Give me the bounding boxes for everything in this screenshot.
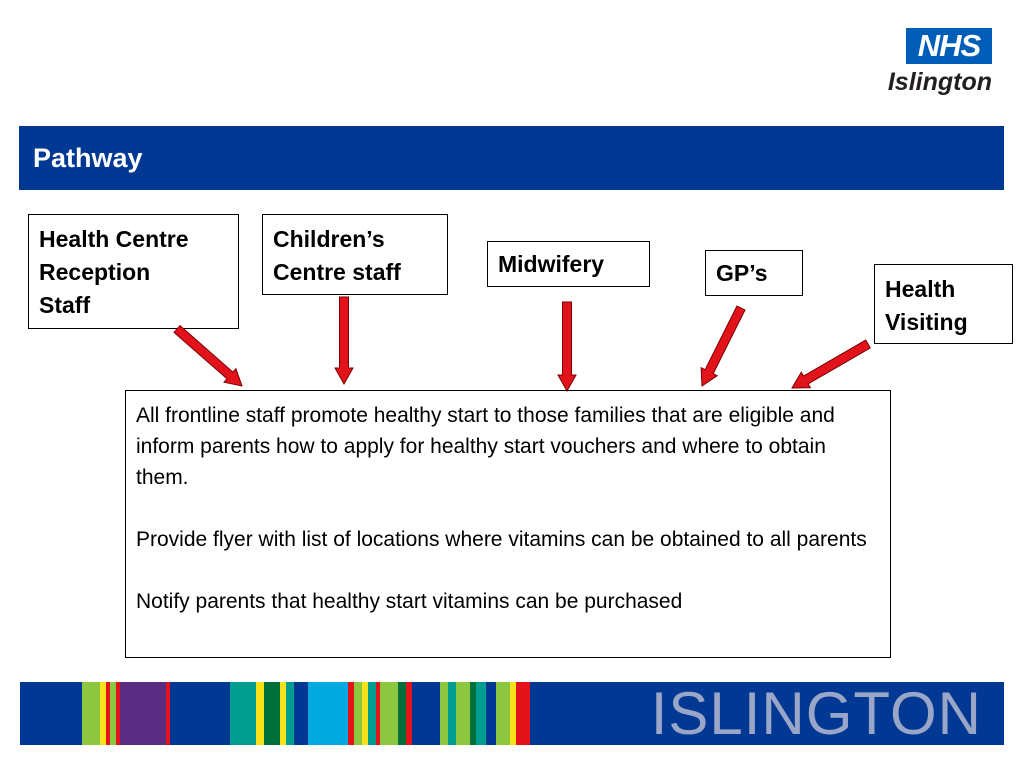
footer-stripe [308,682,348,745]
footer-stripe [132,682,160,745]
footer-stripe [286,682,294,745]
footer-stripe [406,682,412,745]
footer-stripe [264,682,280,745]
arrow-health-visiting [792,340,870,388]
nhs-islington-logo [870,28,994,100]
footer-stripe [354,682,362,745]
page-title: Pathway [33,143,143,173]
role-box-childrens-centre: Children’s Centre staff [262,214,448,295]
footer-stripe [82,682,100,745]
footer-stripe [496,682,510,745]
arrow-midwifery [558,302,576,391]
arrow-health-centre [174,326,242,386]
footer-stripe [440,682,448,745]
role-box-gps: GP’s [705,250,803,296]
footer-wordmark: ISLINGTON [650,682,982,745]
content-paragraph-flyer: Provide flyer with list of locations where vitamins can be obtained to all parents [136,528,867,551]
role-box-health-visiting: Health Visiting [874,264,1013,344]
logo-org-name: Islington [887,68,992,96]
title-bar [19,126,1004,190]
footer-banner [20,682,1004,745]
footer-stripe [368,682,376,745]
content-paragraph-purchase: Notify parents that healthy start vitamins can be purchased [136,590,683,613]
footer-stripe [166,682,170,745]
arrow-childrens-centre [335,297,353,384]
footer-stripe [256,682,264,745]
footer-stripe [448,682,456,745]
role-box-midwifery: Midwifery [487,241,650,287]
footer-stripe [230,682,256,745]
nhs-badge: NHS [906,28,992,64]
arrow-gps [701,306,745,386]
footer-stripe [120,682,132,745]
footer-stripe [476,682,486,745]
footer-stripe [516,682,530,745]
footer-stripe [380,682,398,745]
footer-stripe [398,682,406,745]
content-box [125,390,891,658]
content-paragraph-promote: All frontline staff promote healthy start to those families that are eligible and inform parents how to apply for healthy start vouchers and where to obtain them. [136,404,835,489]
footer-stripe [456,682,470,745]
role-box-health-centre-reception: Health Centre Reception Staff [28,214,239,329]
